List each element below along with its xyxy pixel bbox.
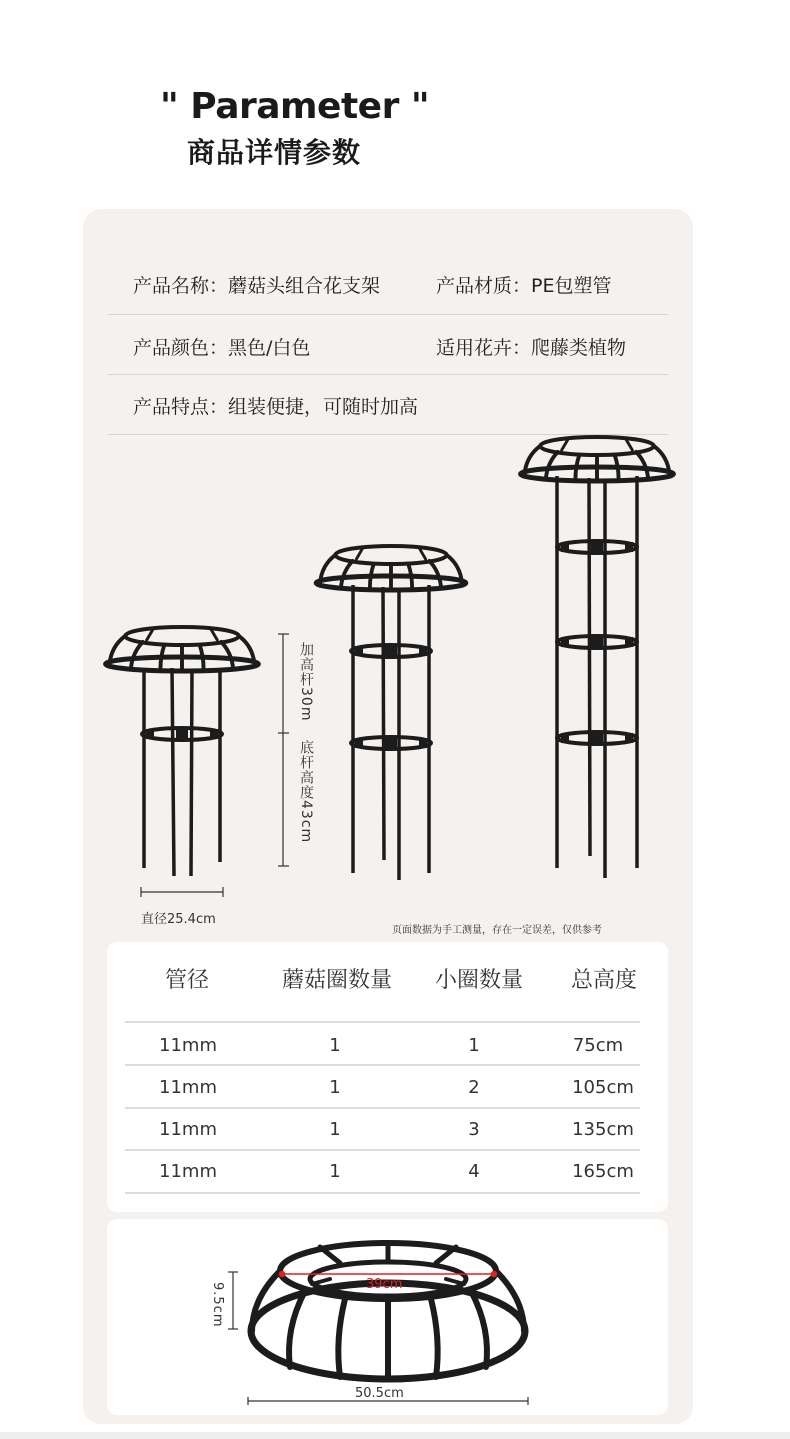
spec-name-value: 蘑菇头组合花支架 [228, 275, 381, 297]
table-divider [125, 1192, 640, 1194]
spec-name-label: 产品名称： [133, 275, 229, 297]
spec-feature-value: 组装便捷，可随时加高 [228, 396, 419, 418]
page-title-en: " Parameter " [160, 86, 430, 127]
spec-color-value: 黑色/白色 [228, 337, 311, 359]
table-cell: 11mm [159, 1077, 217, 1098]
table-cell: 1 [329, 1161, 341, 1182]
height-dimension [278, 634, 289, 866]
base-height-label: 底杆高度43cm [298, 740, 314, 844]
table-cell: 1 [468, 1035, 480, 1056]
trellis-75cm [106, 627, 259, 876]
table-header-total-height: 总高度 [570, 968, 638, 993]
table-cell: 1 [329, 1119, 341, 1140]
ring-outer-diameter-label: 50.5cm [355, 1386, 404, 1401]
spec-plant-value: 爬藤类植物 [531, 337, 627, 359]
table-cell: 1 [329, 1077, 341, 1098]
spec-material-value: PE包塑管 [531, 275, 612, 297]
table-cell: 11mm [159, 1161, 217, 1182]
ring-height-label: 9.5cm [210, 1282, 225, 1328]
trellis-105cm [316, 546, 466, 880]
table-cell: 1 [329, 1035, 341, 1056]
extension-height-label: 加高杆30m [298, 642, 314, 722]
page-title-cn: 商品详情参数 [187, 136, 362, 169]
table-header-small-rings: 小圈数量 [434, 968, 524, 993]
spec-feature-label: 产品特点： [133, 396, 229, 418]
table-header-diameter: 管径 [164, 968, 210, 993]
diameter-label: 直径25.4cm [141, 912, 216, 927]
spec-plant-label: 适用花卉： [436, 337, 532, 359]
spec-material-label: 产品材质： [436, 275, 532, 297]
table-cell: 135cm [572, 1119, 634, 1140]
table-cell: 75cm [572, 1035, 624, 1056]
table-cell: 11mm [159, 1035, 217, 1056]
table-header-mushroom-rings: 蘑菇圈数量 [281, 968, 393, 993]
table-cell: 3 [468, 1119, 480, 1140]
measurement-note: 页面数据为手工测量，存在一定误差，仅供参考 [392, 925, 602, 936]
table-divider [125, 1064, 640, 1066]
trellis-165cm [521, 437, 674, 878]
table-divider [125, 1149, 640, 1151]
spec-color-label: 产品颜色： [133, 337, 229, 359]
table-cell: 2 [468, 1077, 480, 1098]
table-cell: 11mm [159, 1119, 217, 1140]
ring-inner-diameter-label: 39cm [366, 1277, 403, 1292]
table-divider [125, 1021, 640, 1023]
diameter-dimension [141, 887, 223, 897]
table-cell: 105cm [572, 1077, 634, 1098]
bottom-divider [0, 1432, 790, 1439]
table-cell: 4 [468, 1161, 480, 1182]
table-divider [125, 1107, 640, 1109]
table-cell: 165cm [572, 1161, 634, 1182]
